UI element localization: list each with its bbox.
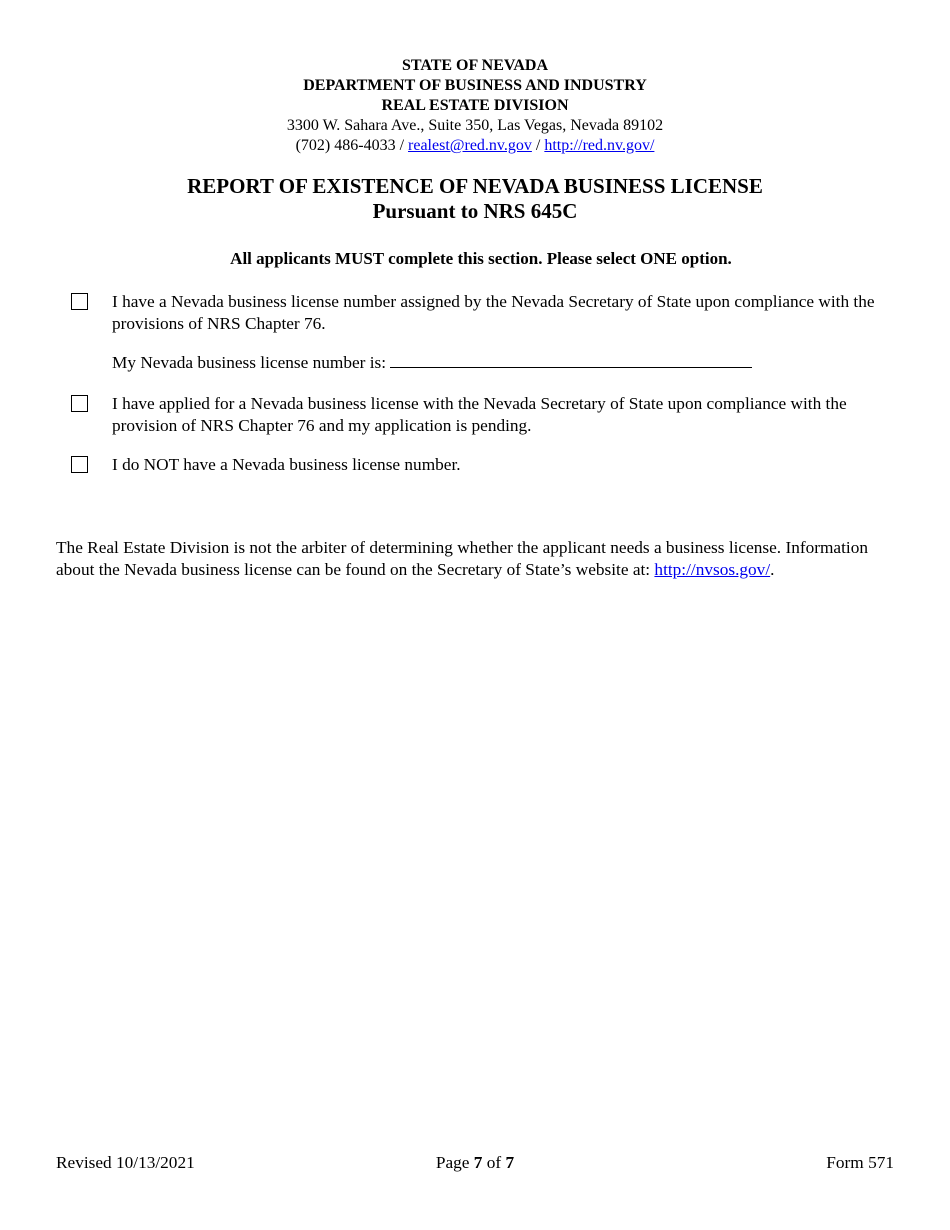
checkbox-no-license[interactable]: [71, 456, 88, 473]
disclaimer: [56, 537, 896, 580]
license-number-label: My Nevada business license number is:: [112, 353, 387, 372]
page-current: 7: [473, 1153, 483, 1172]
email-link[interactable]: realest@red.nv.gov: [408, 137, 532, 154]
disclaimer-end: .: [770, 559, 775, 579]
page-total: 7: [505, 1153, 515, 1172]
form-number: Form 571: [826, 1153, 894, 1172]
option-applied-pending-text: I have applied for a Nevada business license with the Nevada Secretary of State upon compliance with the provision of NRS Chapter 76 and my application is pending.: [112, 394, 847, 435]
disclaimer-text: The Real Estate Division is not the arbiter of determining whether the applicant needs a business license. Information about the Nevada business license can be found on the Secretary of State’s website at:: [56, 538, 868, 579]
license-number-blank[interactable]: [390, 352, 752, 368]
option-no-license-text: I do NOT have a Nevada business license number.: [112, 455, 461, 474]
phone-number: (702) 486-4033: [295, 137, 396, 154]
nvsos-link[interactable]: http://nvsos.gov/: [654, 559, 771, 579]
of-word: of: [486, 1153, 502, 1172]
address: 3300 W. Sahara Ave., Suite 350, Las Vegas, Nevada 89102: [286, 117, 664, 134]
separator: /: [399, 137, 405, 154]
state-name: STATE OF NEVADA: [401, 57, 549, 74]
website-link[interactable]: http://red.nv.gov/: [544, 137, 655, 154]
page-word: Page: [435, 1153, 470, 1172]
department-name: DEPARTMENT OF BUSINESS AND INDUSTRY: [303, 77, 647, 94]
form-title-subtitle: Pursuant to NRS 645C: [372, 199, 578, 223]
page-number: [56, 1152, 894, 1174]
contact-line: [0, 136, 950, 156]
checkbox-applied-pending[interactable]: [71, 395, 88, 412]
instruction-text: All applicants MUST complete this section. Please select ONE option.: [230, 249, 732, 268]
checkbox-has-license[interactable]: [71, 293, 88, 310]
revision-date: Revised 10/13/2021: [56, 1153, 195, 1172]
letterhead: [0, 56, 950, 156]
division-name: REAL ESTATE DIVISION: [381, 97, 569, 114]
form-title: [0, 174, 950, 224]
separator: /: [535, 137, 541, 154]
option-has-license-text: I have a Nevada business license number assigned by the Nevada Secretary of State upon compliance with the provisions of NRS Chapter 76.: [112, 292, 875, 333]
license-number-field: [112, 352, 752, 374]
form-title-main: REPORT OF EXISTENCE OF NEVADA BUSINESS LICENSE: [187, 174, 763, 198]
